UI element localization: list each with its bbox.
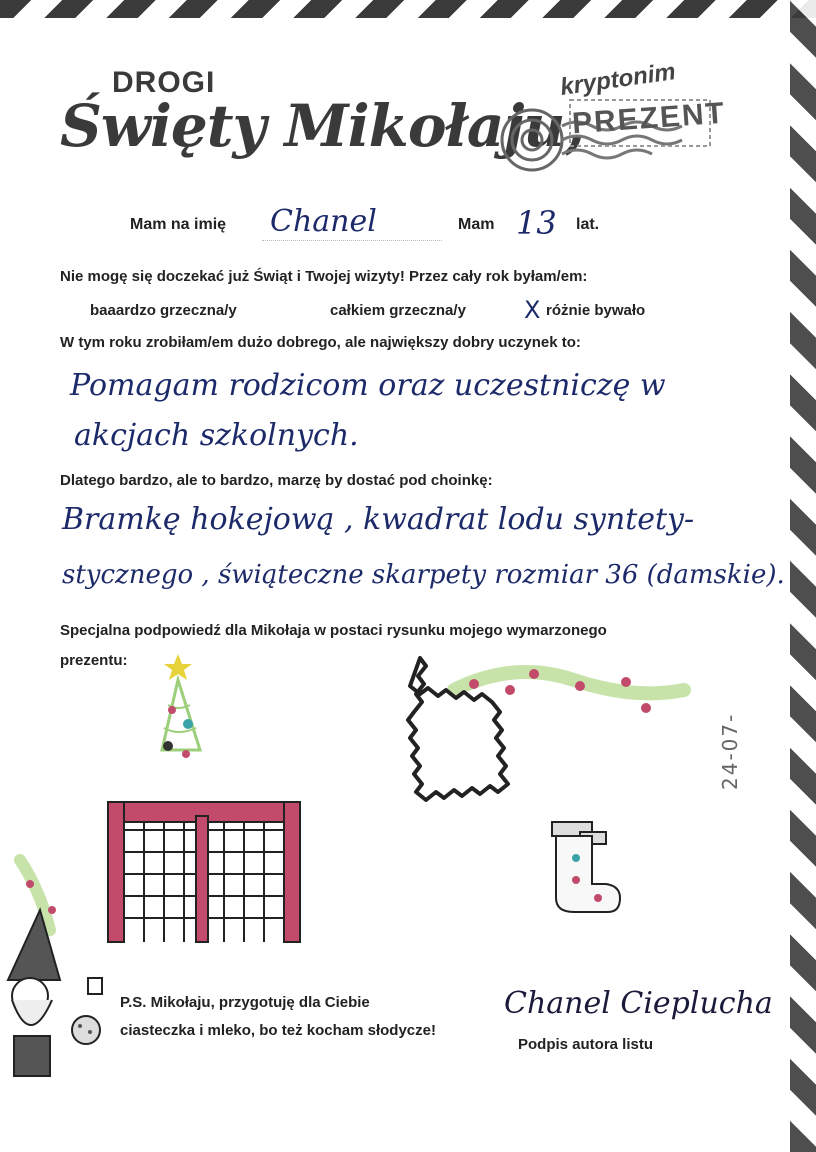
- santa-dwarf-drawing: [0, 850, 110, 1090]
- stamp-prezent: PREZENT: [571, 96, 727, 141]
- option-very-good: baaardzo grzeczna/y: [90, 302, 237, 319]
- ps-line2: ciasteczka i mleko, bo też kocham słodycze!: [120, 1022, 436, 1039]
- wish-label: Dlatego bardzo, ale to bardzo, marzę by dostać pod choinkę:: [60, 472, 493, 489]
- signature-label: Podpis autora listu: [518, 1036, 654, 1053]
- stamp-kryptonim: kryptonim: [558, 58, 678, 101]
- selected-x-mark: X: [524, 296, 541, 324]
- name-value: Chanel: [270, 204, 377, 239]
- heading-title: Święty Mikołaju,: [60, 92, 584, 160]
- age-suffix: lat.: [576, 216, 600, 233]
- airmail-border-top: [0, 0, 816, 18]
- drawing-label-line2: prezentu:: [60, 652, 128, 669]
- hockey-goal-drawing: [100, 796, 310, 946]
- side-date-note: 24-07-: [718, 712, 742, 790]
- ps-line1: P.S. Mikołaju, przygotuję dla Ciebie: [120, 994, 370, 1011]
- name-line: [262, 240, 442, 241]
- synthetic-ice-square-drawing: [340, 676, 540, 866]
- option-varied: różnie bywało: [546, 302, 646, 319]
- christmas-sock-drawing: [546, 818, 626, 918]
- behaviour-question: Nie mogę się doczekać już Świąt i Twojej wizyty! Przez cały rok byłam/em:: [60, 268, 588, 285]
- good-deed-line2: akcjach szkolnych.: [74, 418, 359, 453]
- name-label: Mam na imię: [130, 216, 227, 233]
- age-label: Mam: [458, 216, 495, 233]
- option-quite-good: całkiem grzeczna/y: [330, 302, 466, 319]
- wish-line1: Bramkę hokejową , kwadrat lodu syntety-: [62, 502, 695, 537]
- drawing-label-line1: Specjalna podpowiedź dla Mikołaja w postaci rysunku mojego wymarzonego: [60, 622, 607, 639]
- good-deed-label: W tym roku zrobiłam/em dużo dobrego, ale największy dobry uczynek to:: [60, 334, 581, 351]
- christmas-tree-drawing: [150, 650, 230, 760]
- heading-drogi: DROGI: [112, 66, 216, 99]
- wish-line2: stycznego , świąteczne skarpety rozmiar 36 (damskie).: [62, 560, 785, 590]
- airmail-border-right: [790, 0, 816, 1152]
- good-deed-line1: Pomagam rodzicom oraz uczestniczę w: [70, 368, 666, 403]
- age-value: 13: [516, 204, 557, 242]
- signature: Chanel Cieplucha: [504, 986, 773, 1021]
- postage-stamp: [492, 58, 727, 192]
